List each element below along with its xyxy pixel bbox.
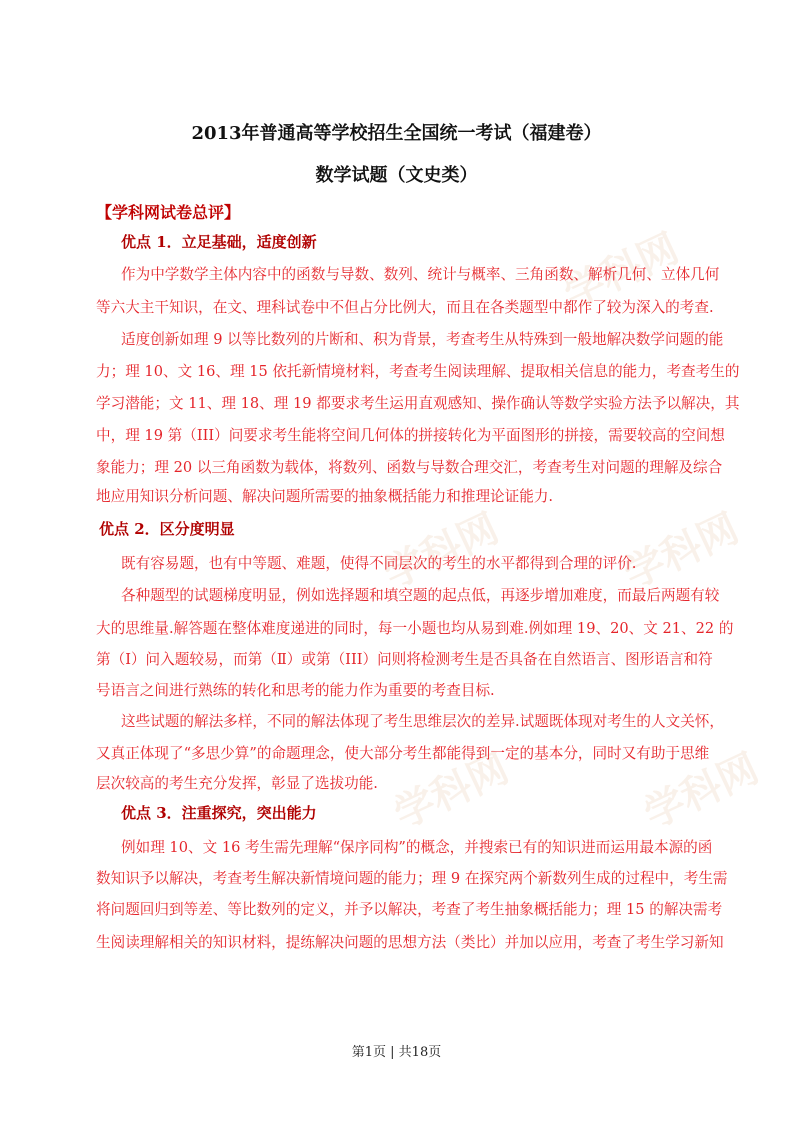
watermark-logo: 学科网 [387,745,516,838]
text-line: 学习潜能；文 11、理 18、理 19 都要求考生运用直观感知、操作确认等数学实验方法予以解决，其 [96,395,740,412]
text-line: 既有容易题，也有中等题、难题，使得不同层次的考生的水平都得到合理的评价. [121,555,637,572]
text-line: 层次较高的考生充分发挥，彰显了选拔功能. [96,775,378,792]
text-line: 又真正体现了“多思少算”的命题理念，使大部分考生都能得到一定的基本分，同时又有助于思维 [96,745,710,762]
text-line: 等六大主干知识，在文、理科试卷中不但占分比例大，而且在各类题型中都作了较为深入的考查. [96,299,714,316]
section-heading: 【学科网试卷总评】 [96,203,241,222]
text-line: 生阅读理解相关的知识材料，提练解决问题的思想方法（类比）并加以应用，考查了考生学习新知 [96,934,724,951]
text-line: 号语言之间进行熟练的转化和思考的能力作为重要的考查目标. [96,682,495,699]
text-line: 将问题回归到等差、等比数列的定义，并予以解决，考查了考生抽象概括能力；理 15 的解决需考 [96,901,723,918]
watermark-logo: 学科网 [377,505,506,598]
text-line: 中，理 19 第（III）问要求考生能将空间几何体的拼接转化为平面图形的拼接，需要较高的空间想 [96,427,725,444]
point-3-heading: 优点 3．注重探究，突出能力 [121,804,317,822]
text-line: 数知识予以解决，考查考生解决新情境问题的能力；理 9 在探究两个新数列生成的过程中，考生需 [96,870,728,887]
watermark-logo: 学科网 [557,225,686,318]
page-footer: 第1页 | 共18页 [351,1045,442,1060]
text-line: 力；理 10、文 16、理 15 依托新情境材料，考查考生阅读理解、提取相关信息的能力，考查考生的 [96,363,740,380]
text-line: 第（Ⅰ）问入题较易，而第（Ⅱ）或第（III）问则将检测考生是否具备在自然语言、图形语言和符 [96,651,713,668]
document-subtitle: 数学试题（文史类） [315,165,478,186]
text-line: 大的思维量.解答题在整体难度递进的同时，每一小题也均从易到难.例如理 19、20、文 21、22 的 [96,620,734,637]
watermark-logo: 学科网 [617,505,746,598]
text-line: 这些试题的解法多样，不同的解法体现了考生思维层次的差异.试题既体现对考生的人文关怀， [121,713,724,730]
point-2-heading: 优点 2．区分度明显 [99,520,235,538]
document-title: 2013年普通高等学校招生全国统一考试（福建卷） [191,123,602,144]
text-line: 地应用知识分析问题、解决问题所需要的抽象概括能力和推理论证能力. [96,488,554,505]
watermark-logo: 学科网 [637,745,766,838]
point-1-heading: 优点 1．立足基础，适度创新 [121,233,317,251]
text-line: 适度创新如理 9 以等比数列的片断和、积为背景，考查考生从特殊到一般地解决数学问题的能 [121,331,724,348]
text-line: 象能力；理 20 以三角函数为载体，将数列、函数与导数合理交汇，考查考生对问题的理解及综合 [96,459,723,476]
text-line: 作为中学数学主体内容中的函数与导数、数列、统计与概率、三角函数、解析几何、立体几何 [121,266,720,283]
text-line: 各种题型的试题梯度明显，例如选择题和填空题的起点低，再逐步增加难度，而最后两题有较 [121,587,720,604]
text-line: 例如理 10、文 16 考生需先理解“保序同构”的概念，并搜索已有的知识进而运用最本源的函 [121,839,713,856]
